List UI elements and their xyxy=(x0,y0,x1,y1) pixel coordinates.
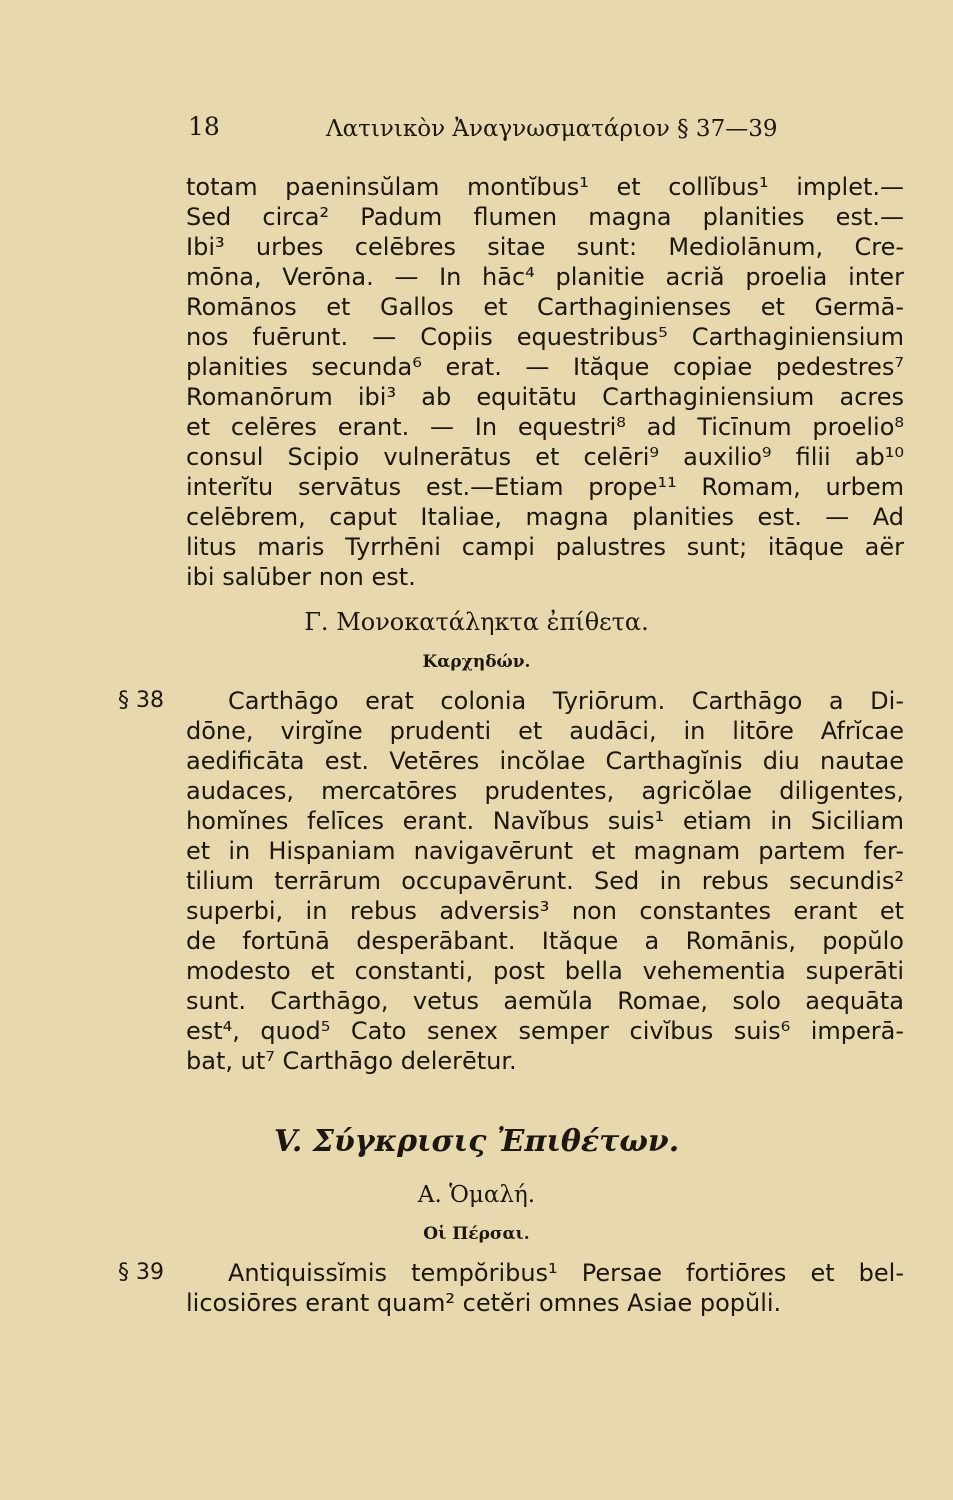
text-line: Carthāgo erat colonia Tyriōrum. Carthāgo a Di- xyxy=(228,687,904,715)
text-line: et celēres erant. — In equestri⁸ ad Ticīnum proelio⁸ xyxy=(186,413,904,441)
text-line: homĭnes felīces erant. Navĭbus suis¹ etiam in Siciliam xyxy=(186,807,904,835)
text-line: planities secunda⁶ erat. — Ităque copiae pedestres⁷ xyxy=(186,353,904,381)
text-line: bat, ut⁷ Carthāgo delerētur. xyxy=(186,1047,517,1075)
text-line: totam paeninsŭlam montĭbus¹ et collĭbus¹ implet.— xyxy=(186,173,904,201)
section-number: § 39 xyxy=(118,1260,164,1285)
chapter-heading: V. Σύγκρισις Ἐπιθέτων. xyxy=(273,1124,680,1159)
page-number: 18 xyxy=(188,112,220,141)
text-line: mōna, Verōna. — In hāc⁴ planitie acriă proelia inter xyxy=(186,263,904,291)
text-line: licosiōres erant quam² cetĕri omnes Asiae popŭli. xyxy=(186,1289,782,1317)
text-line: celēbrem, caput Italiae, magna planities est. — Ad xyxy=(186,503,904,531)
page-header xyxy=(0,112,953,152)
section-number: § 38 xyxy=(118,688,164,713)
text-line: nos fuērunt. — Copiis equestribus⁵ Carthaginiensium xyxy=(186,323,904,351)
text-line: interĭtu servātus est.—Etiam prope¹¹ Romam, urbem xyxy=(186,473,904,501)
text-line: ibi salūber non est. xyxy=(186,563,416,591)
text-line: dōne, virgĭne prudenti et audāci, in litōre Afrĭcae xyxy=(186,717,904,745)
text-line: est⁴, quod⁵ Cato senex semper civĭbus suis⁶ imperā- xyxy=(186,1017,904,1045)
text-line: tilium terrārum occupavērunt. Sed in rebus secundis² xyxy=(186,867,904,895)
text-line: consul Scipio vulnerātus et celēri⁹ auxilio⁹ filii ab¹⁰ xyxy=(186,443,904,471)
text-line: Sed circa² Padum flumen magna planities est.— xyxy=(186,203,904,231)
running-title: Λατινικὸν Ἀναγνωσματάριον § 37—39 xyxy=(326,116,778,142)
subheading-persians: Οἱ Πέρσαι. xyxy=(423,1224,530,1244)
text-line: de fortūnā desperābant. Ităque a Romānis, popŭlo xyxy=(186,927,904,955)
text-line: audaces, mercatōres prudentes, agricŏlae diligentes, xyxy=(186,777,904,805)
text-line: modesto et constanti, post bella vehementia superāti xyxy=(186,957,904,985)
text-line: aedificāta est. Vetēres incŏlae Carthagĭnis diu nautae xyxy=(186,747,904,775)
subheading-alpha: Α. Ὁμαλή. xyxy=(417,1182,536,1208)
text-line: Ibi³ urbes celēbres sitae sunt: Mediolānum, Cre- xyxy=(186,233,904,261)
subheading-gamma: Γ. Μονοκατάληκτα ἐπίθετα. xyxy=(304,608,649,636)
text-line: Antiquissĭmis tempŏribus¹ Persae fortiōres et bel- xyxy=(228,1259,904,1287)
text-line: litus maris Tyrrhēni campi palustres sunt; itāque aër xyxy=(186,533,904,561)
text-line: Romanōrum ibi³ ab equitātu Carthaginiensium acres xyxy=(186,383,904,411)
text-line: sunt. Carthāgo, vetus aemŭla Romae, solo aequāta xyxy=(186,987,904,1015)
text-line: superbi, in rebus adversis³ non constantes erant et xyxy=(186,897,904,925)
subheading-carthage: Καρχηδών. xyxy=(422,652,531,672)
text-line: et in Hispaniam navigavērunt et magnam partem fer- xyxy=(186,837,904,865)
text-line: Romānos et Gallos et Carthaginienses et Germā- xyxy=(186,293,904,321)
